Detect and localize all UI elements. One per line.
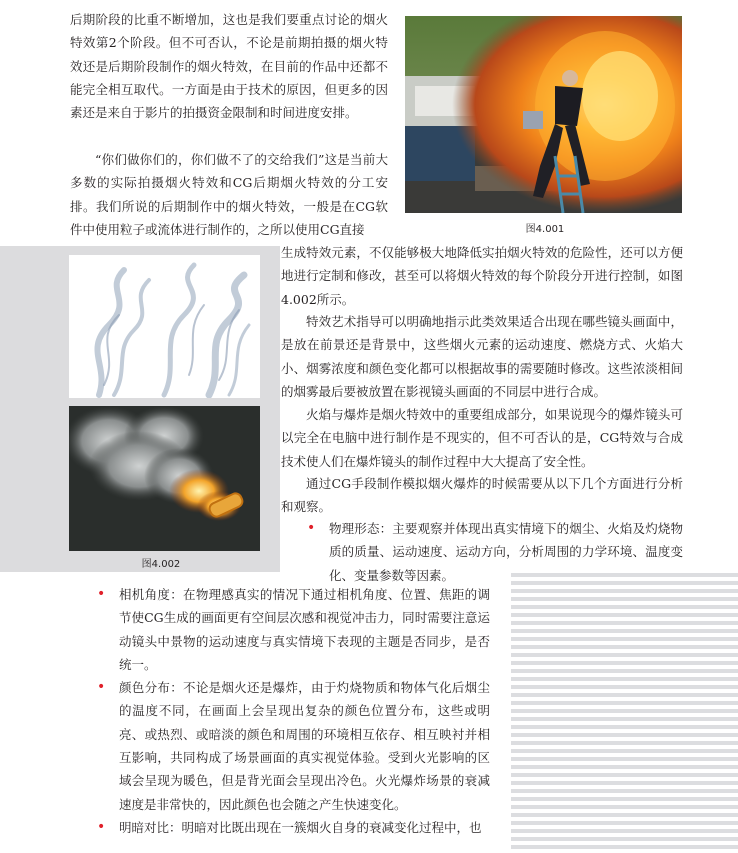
bullet-marker: • [97, 818, 106, 835]
bullet-marker: • [307, 520, 316, 536]
figure-4002-smoke-white [69, 255, 260, 398]
paragraph-3: 特效艺术指导可以明确地指示此类效果适合出现在哪些镜头画面中，是放在前景还是背景中，这些烟火元素的运动速度、燃烧方式、火焰大小、烟雾浓度和颜色变化都可以根据故事的需要随时修改。这些浓淡相间的烟雾最后要被放置在影视镜头画面的不同层中进行合成。 [281, 314, 683, 399]
list-item-text: 明暗对比：明暗对比既出现在一簇烟火自身的衰减变化过程中，也 [119, 819, 482, 835]
decorative-stripes [511, 573, 738, 853]
list-item [97, 676, 490, 816]
bullet-marker: • [97, 586, 106, 602]
list-item [97, 583, 490, 676]
list-item-text: 物理形态：主要观察并体现出真实情境下的烟尘、火焰及灼烧物质的质量、运动速度、运动方向，分析周围的力学环境、温度变化、变量参数等因素。 [329, 521, 683, 583]
figure-4002-smoke-fire [69, 406, 260, 551]
paragraph-1: 后期阶段的比重不断增加，这也是我们要重点讨论的烟火特效第2个阶段。但不可否认，不论是前期拍摄的烟火特效还是后期阶段制作的烟火特效，在目前的作品中还都不能完全相互取代。一方面是由于技术的原因，但更多的因素还是来自于影片的拍摄资金限制和时间进度安排。 [70, 12, 388, 121]
figure-4001-explosion-photo [405, 16, 682, 213]
figure-4001-caption: 图4.001 [525, 224, 565, 235]
list-item [97, 816, 490, 839]
list-item-text: 相机角度：在物理感真实的情况下通过相机角度、位置、焦距的调节使CG生成的画面更有空间层次感和视觉冲击力，同时需要注意运动镜头中景物的运动速度与真实情境下表现的主题是否同步，是否统一。 [119, 587, 490, 672]
bullet-list-left [97, 583, 490, 839]
list-item-text: 颜色分布：不论是烟火还是爆炸，由于灼烧物质和物体气化后烟尘的温度不同，在画面上会呈现出复杂的颜色位置分布，这些或明亮、或热烈、或暗淡的颜色和周围的环境相互依存、相互映衬并相互影响，共同构成了场景画面的真实视觉体验。受到火光影响的区域会呈现为暖色，但是背光面会呈现出冷色。火光爆炸场景的衰减速度是非常快的，因此颜色也会随之产生快速变化。 [119, 680, 490, 812]
paragraph-2-part-1: “你们做你们的，你们做不了的交给我们”这是当前大多数的实际拍摄烟火特效和CG后期烟火特效的分工安排。我们所说的后期制作中的烟火特效，一般是在CG软件中使用粒子或流体进行制作的，之所以使用CG直接 [70, 152, 388, 237]
figure-4002-caption: 图4.002 [141, 559, 181, 570]
paragraph-5: 通过CG手段制作模拟烟火爆炸的时候需要从以下几个方面进行分析和观察。 [281, 476, 683, 515]
bullet-marker: • [97, 679, 106, 696]
paragraph-2-part-2: 生成特效元素，不仅能够极大地降低实拍烟火特效的危险性，还可以方便地进行定制和修改，甚至可以将烟火特效的每个阶段分开进行控制，如图4.002所示。 [281, 245, 683, 307]
paragraph-4: 火焰与爆炸是烟火特效中的重要组成部分，如果说现今的爆炸镜头可以完全在电脑中进行制作是不现实的，但不可否认的是，CG特效与合成技术使人们在爆炸镜头的制作过程中大大提高了安全性。 [281, 407, 683, 469]
